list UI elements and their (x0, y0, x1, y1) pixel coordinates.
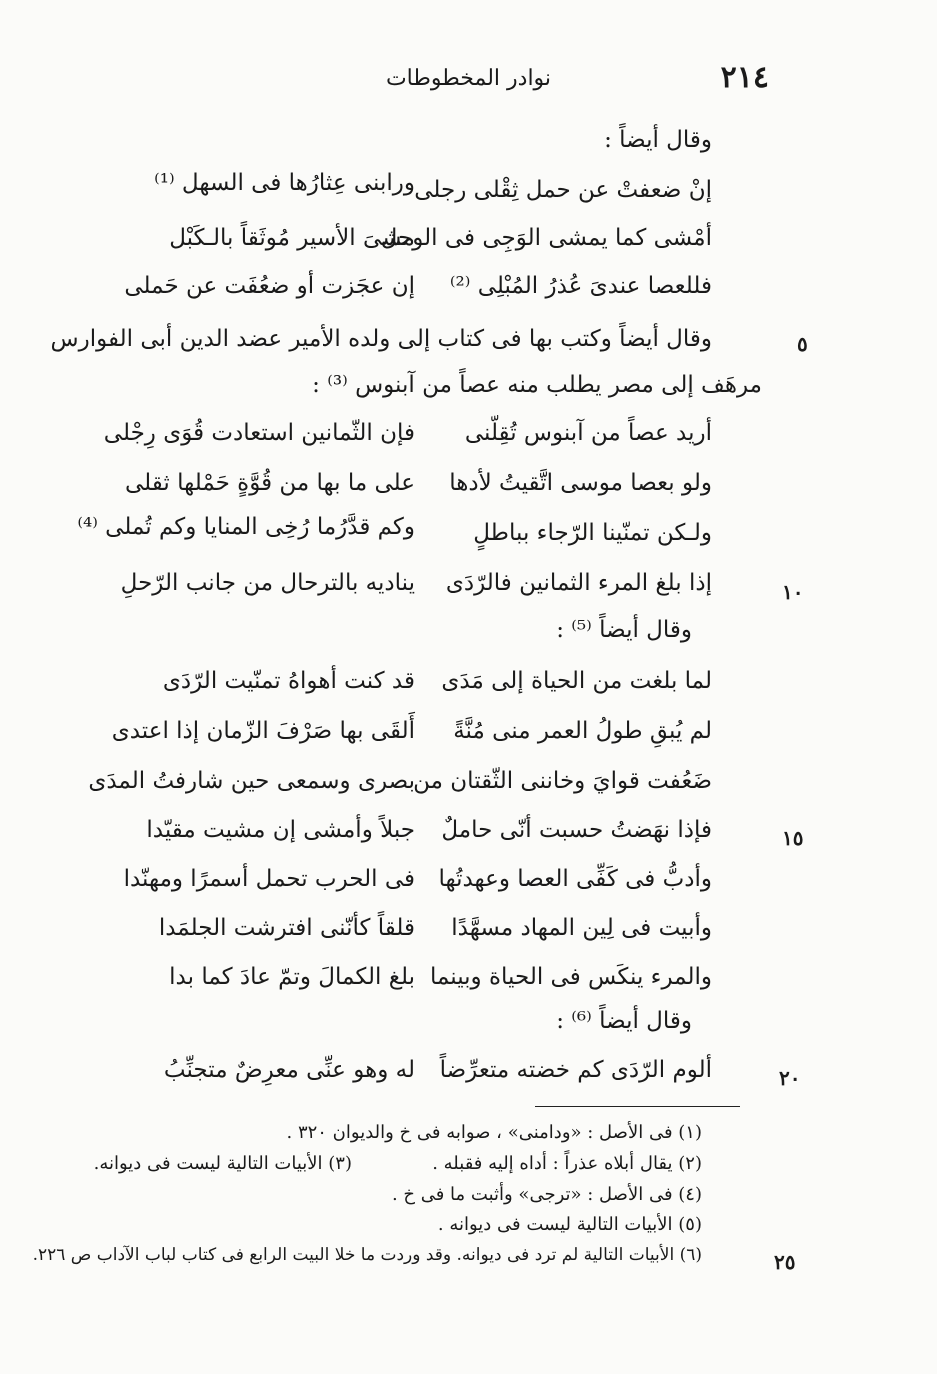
prose-line: وقال أيضاً ⁽⁶⁾ : (556, 1008, 692, 1034)
footnote: (٥) الأبيات التالية ليست فى ديوانه . (437, 1214, 702, 1235)
line-number: ١٠ (782, 580, 804, 604)
prose-line: وقال أيضاً : (604, 127, 712, 153)
verse-hemistich-second: مشىَ الأسير مُوثَقاً بالـكَبْل (169, 225, 415, 251)
verse-hemistich-second: يناديه بالترحال من جانب الرّحلِ (120, 570, 415, 596)
verse-hemistich-first: والمرء ينكَس فى الحياة وبينما (429, 964, 712, 990)
page-number: ٢١٤ (720, 60, 769, 95)
footnote: (٤) فى الأصل : «ترجى» وأثبت ما فى خ . (391, 1184, 702, 1205)
line-number: ٢٥ (774, 1250, 796, 1274)
verse-hemistich-second: قد كنت أهواهُ تمنّيت الرّدَى (162, 668, 415, 694)
footnote: (٦) الأبيات التالية لم ترد فى ديوانه. وقد وردت ما خلا البيت الرابع فى كتاب لباب الآداب ص ٢٢٦. (32, 1245, 702, 1265)
verse-hemistich-first: فللعصا عندىَ عُذرُ المُبْلِى ⁽²⁾ (449, 273, 712, 299)
footnote: (١) فى الأصل : «ودامنى» ، صوابه فى خ والديوان ٣٢٠ . (286, 1122, 702, 1143)
verse-hemistich-first: ألوم الرّدَى كم خضته متعرِّضاً (439, 1057, 712, 1083)
prose-continuation: مرهَف إلى مصر يطلب منه عصاً من آبنوس ⁽³⁾ : (312, 372, 762, 398)
verse-hemistich-second: أَلقَى بها صَرْفَ الزّمان إذا اعتدى (111, 718, 415, 744)
line-number: ١٥ (782, 826, 804, 850)
verse-hemistich-first: ولو بعصا موسى اتَّقيتُ لأدها (449, 470, 712, 496)
running-title: نوادر المخطوطات (385, 66, 552, 91)
verse-hemistich-second: إن عجَزت أو ضعُفَت عن حَملى (124, 273, 415, 299)
verse-hemistich-first: أمْشى كما يمشى الوَجِى فى الوحل (380, 225, 712, 251)
verse-hemistich-second: له وهو عنِّى معرِضٌ متجنِّبُ (163, 1057, 415, 1083)
verse-hemistich-second: بلغ الكمالَ وتمّ عادَ كما بدا (169, 964, 415, 990)
verse-hemistich-second: فى الحرب تحمل أسمرًا ومهنّدا (123, 866, 415, 892)
prose-line: وقال أيضاً ⁽⁵⁾ : (556, 617, 692, 643)
footnote: (٢) يقال أبلاه عذراً : أداه إليه فقبله . (432, 1153, 702, 1174)
verse-hemistich-second: وكم قدَّرُما رُخِى المنايا وكم تُملى ⁽⁴⁾ (77, 514, 415, 540)
verse-hemistich-second: على ما بها من قُوَّةٍ حَمْلها ثقلى (124, 470, 415, 496)
prose-line: وقال أيضاً وكتب بها فى كتاب إلى ولده الأمير عضد الدين أبى الفوارس (50, 326, 712, 352)
verse-hemistich-second: ورابنى عِثارُها فى السهل ⁽¹⁾ (154, 170, 415, 196)
verse-hemistich-first: ضَعُفت قوايَ وخاننى الثّقتان من (413, 768, 712, 794)
footnote-separator (535, 1106, 740, 1107)
page-header (0, 58, 937, 98)
verse-hemistich-first: لم يُبقِ طولُ العمر منى مُنَّةً (453, 718, 712, 744)
verse-hemistich-first: وأدبُّ فى كَفِّى العصا وعهدتُها (438, 866, 712, 892)
verse-hemistich-first: إذا بلغ المرء الثمانين فالرّدَى (445, 570, 712, 596)
verse-hemistich-first: لما بلغت من الحياة إلى مَدَى (441, 668, 712, 694)
line-number: ٢٠ (779, 1066, 801, 1090)
verse-hemistich-second: جبلاً وأمشى إن مشيت مقيّدا (146, 817, 415, 843)
verse-hemistich-first: وأبيت فى لِين المهاد مسهَّدًا (451, 915, 712, 941)
verse-hemistich-first: إنْ ضعفتْ عن حمل ثِقْلى رجلى (414, 177, 712, 203)
verse-hemistich-second: قلقاً كأنّنى افترشت الجلمَدا (158, 915, 415, 941)
verse-hemistich-second: بصرى وسمعى حين شارفتُ المدَى (88, 768, 415, 794)
verse-hemistich-first: فإذا نهَضتُ حسبت أنّى حاملٌ (441, 817, 712, 843)
verse-hemistich-first: ولـكن تمنّينا الرّجاء بباطلٍ (473, 520, 712, 546)
verse-hemistich-second: فإن الثّمانين استعادت قُوَى رِجْلى (103, 420, 415, 446)
verse-hemistich-first: أريد عصاً من آبنوس تُقِلّنى (464, 420, 712, 446)
line-number: ٥ (797, 332, 808, 356)
footnote: (٣) الأبيات التالية ليست فى ديوانه. (93, 1153, 352, 1174)
